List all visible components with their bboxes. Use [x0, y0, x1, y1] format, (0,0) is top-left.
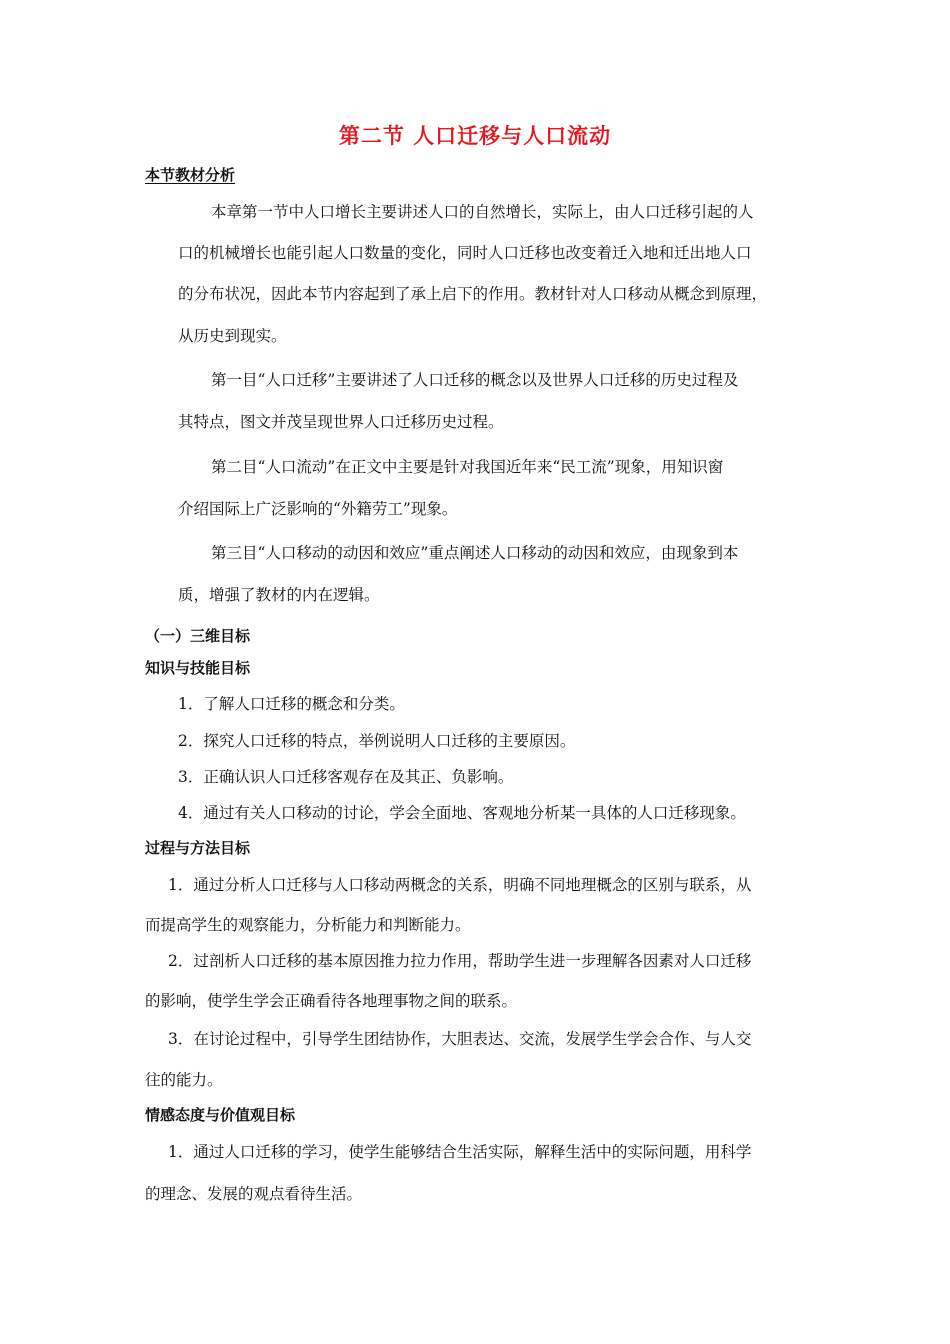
paragraph-line: 本章第一节中人口增长主要讲述人口的自然增长，实际上，由人口迁移引起的人 [211, 203, 754, 221]
section-heading-analysis: 本节教材分析 [145, 166, 236, 184]
list-item-continuation: 的影响，使学生学会正确看待各地理事物之间的联系。 [145, 992, 518, 1010]
list-item: 1．通过分析人口迁移与人口移动两概念的关系，明确不同地理概念的区别与联系，从 [168, 876, 752, 894]
list-item-continuation: 而提高学生的观察能力，分析能力和判断能力。 [145, 916, 471, 934]
paragraph-line: 第一目“人口迁移”主要讲述了人口迁移的概念以及世界人口迁移的历史过程及 [211, 371, 739, 389]
paragraph-line: 从历史到现实。 [178, 327, 287, 345]
list-item: 4．通过有关人口移动的讨论，学会全面地、客观地分析某一具体的人口迁移现象。 [178, 804, 746, 822]
paragraph-line: 的分布状况，因此本节内容起到了承上启下的作用。教材针对人口移动从概念到原理， [178, 285, 768, 303]
paragraph-line: 其特点，图文并茂呈现世界人口迁移历史过程。 [178, 413, 504, 431]
paragraph-line: 口的机械增长也能引起人口数量的变化，同时人口迁移也改变着迁入地和迁出地人口 [178, 244, 752, 262]
list-item: 1．通过人口迁移的学习，使学生能够结合生活实际，解释生活中的实际问题，用科学 [168, 1143, 752, 1161]
subheading-knowledge: 知识与技能目标 [145, 659, 251, 677]
list-item: 1．了解人口迁移的概念和分类。 [178, 695, 405, 713]
paragraph-line: 介绍国际上广泛影响的“外籍劳工”现象。 [178, 500, 458, 518]
list-item: 3．正确认识人口迁移客观存在及其正、负影响。 [178, 768, 514, 786]
page-title: 第二节 人口迁移与人口流动 [338, 124, 612, 148]
paragraph-line: 质，增强了教材的内在逻辑。 [178, 586, 380, 604]
list-item: 3．在讨论过程中，引导学生团结协作，大胆表达、交流，发展学生学会合作、与人交 [168, 1030, 752, 1048]
paragraph-line: 第二目“人口流动”在正文中主要是针对我国近年来“民工流”现象，用知识窗 [211, 458, 724, 476]
list-item: 2．探究人口迁移的特点，举例说明人口迁移的主要原因。 [178, 732, 576, 750]
section-heading-goals: （一）三维目标 [145, 627, 251, 645]
list-item: 2．过剖析人口迁移的基本原因推力拉力作用，帮助学生进一步理解各因素对人口迁移 [168, 952, 752, 970]
list-item-continuation: 往的能力。 [145, 1071, 223, 1089]
list-item-continuation: 的理念、发展的观点看待生活。 [145, 1185, 363, 1203]
subheading-emotion: 情感态度与价值观目标 [145, 1106, 296, 1124]
paragraph-line: 第三目“人口移动的动因和效应”重点阐述人口移动的动因和效应，由现象到本 [211, 544, 739, 562]
subheading-process: 过程与方法目标 [145, 839, 251, 857]
